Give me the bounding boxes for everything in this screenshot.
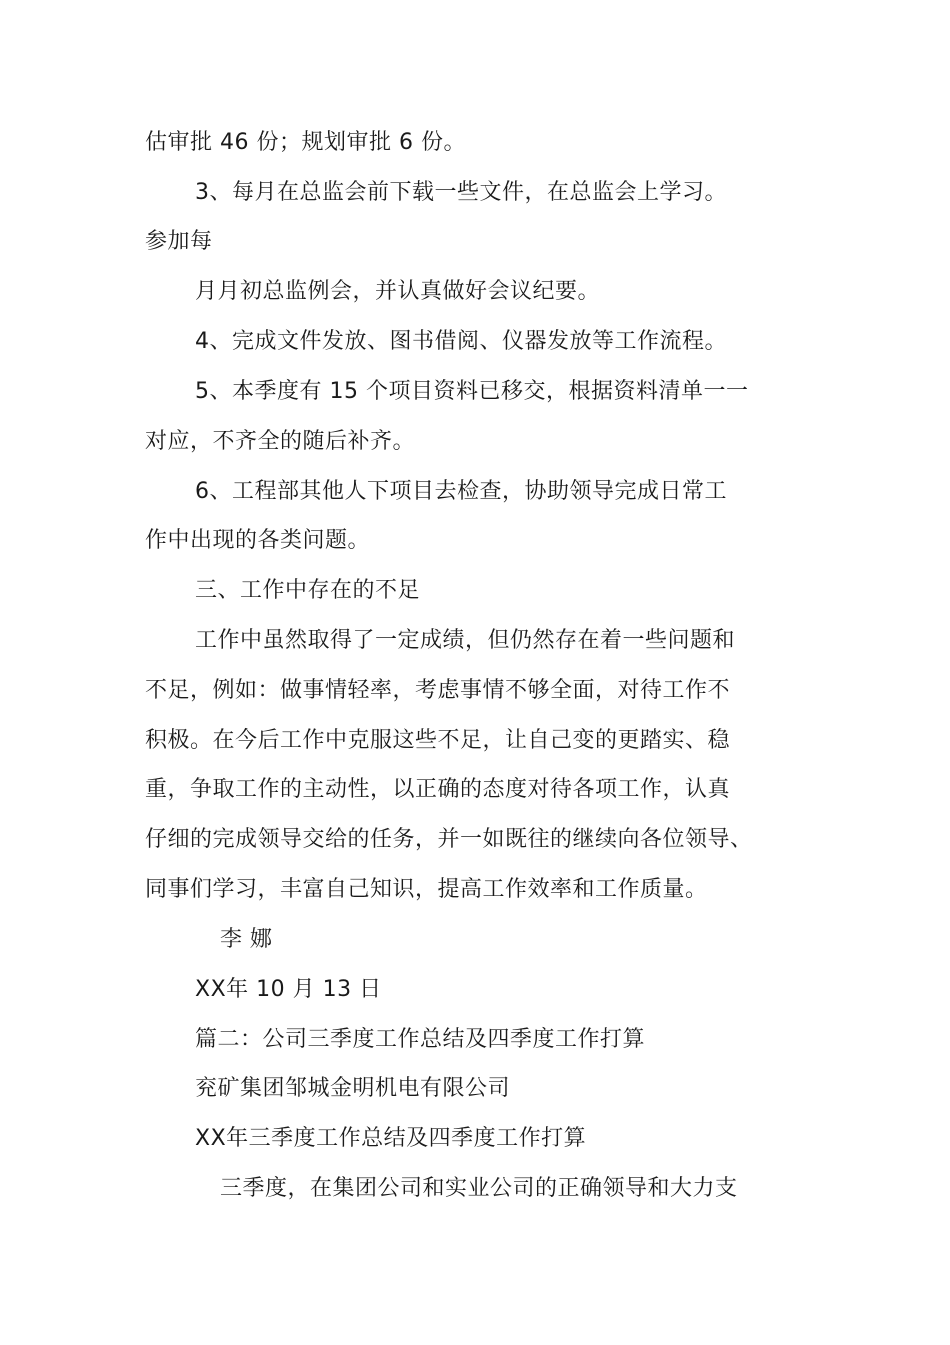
text-line: 参加每 bbox=[145, 229, 213, 254]
text-line: 重，争取工作的主动性，以正确的态度对待各项工作，认真 bbox=[145, 777, 731, 802]
text-line: 积极。在今后工作中克服这些不足，让自己变的更踏实、稳 bbox=[145, 728, 731, 753]
text-line: 不足，例如：做事情轻率，考虑事情不够全面，对待工作不 bbox=[145, 678, 731, 703]
text-line: 对应，不齐全的随后补齐。 bbox=[145, 429, 416, 454]
text-line: 工作中虽然取得了一定成绩，但仍然存在着一些问题和 bbox=[195, 628, 736, 653]
section-heading: 三、工作中存在的不足 bbox=[195, 578, 421, 603]
signature-name: 李 娜 bbox=[220, 927, 273, 952]
text-line: 3、每月在总监会前下载一些文件，在总监会上学习。 bbox=[195, 180, 727, 205]
text-line: 月月初总监例会，并认真做好会议纪要。 bbox=[195, 279, 601, 304]
text-line: 仔细的完成领导交给的任务，并一如既往的继续向各位领导、 bbox=[145, 827, 753, 852]
text-line: 同事们学习，丰富自己知识，提高工作效率和工作质量。 bbox=[145, 877, 708, 902]
signature-date: XX年 10 月 13 日 bbox=[195, 977, 382, 1002]
text-line: 作中出现的各类问题。 bbox=[145, 528, 371, 553]
report-title: XX年三季度工作总结及四季度工作打算 bbox=[195, 1126, 587, 1151]
text-line: 6、工程部其他人下项目去检查，协助领导完成日常工 bbox=[195, 479, 727, 504]
text-line: 5、本季度有 15 个项目资料已移交，根据资料清单一一 bbox=[195, 379, 749, 404]
article-title: 篇二：公司三季度工作总结及四季度工作打算 bbox=[195, 1027, 646, 1052]
text-line: 估审批 46 份；规划审批 6 份。 bbox=[145, 130, 466, 155]
text-line: 三季度，在集团公司和实业公司的正确领导和大力支 bbox=[220, 1176, 738, 1201]
company-name: 兖矿集团邹城金明机电有限公司 bbox=[195, 1076, 511, 1101]
text-line: 4、完成文件发放、图书借阅、仪器发放等工作流程。 bbox=[195, 329, 727, 354]
